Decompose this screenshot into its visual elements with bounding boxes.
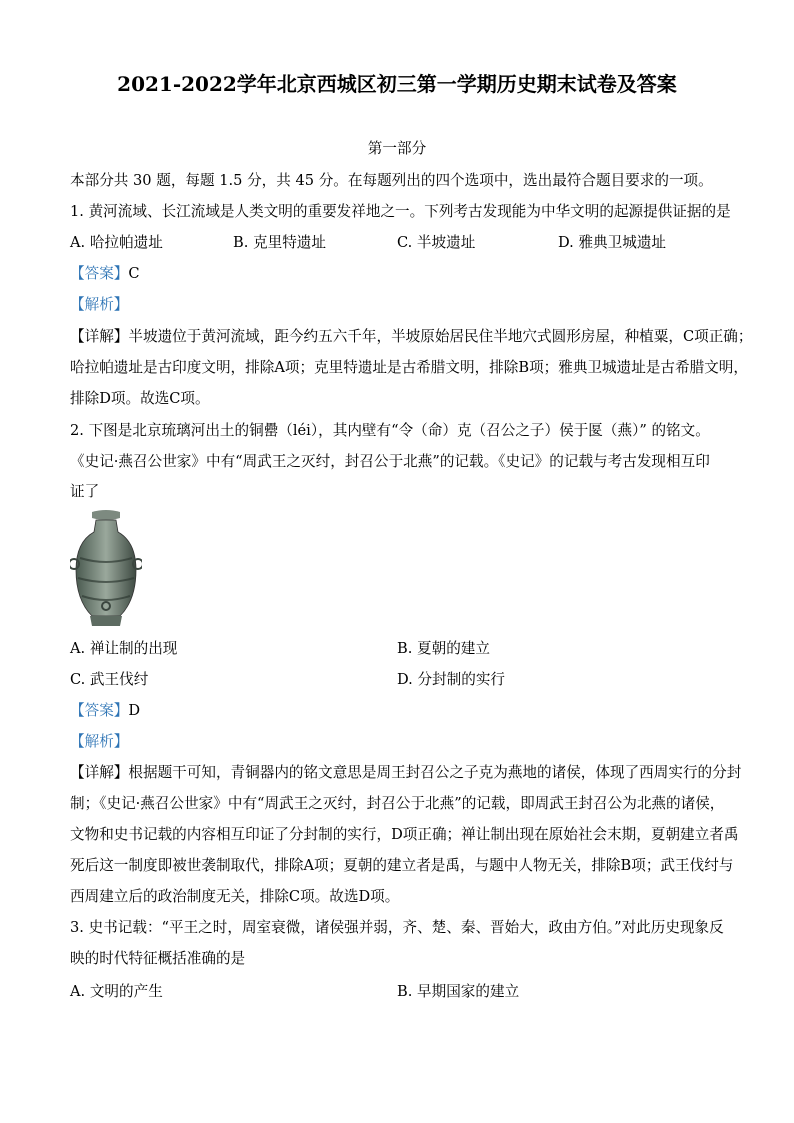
detail-text: 根据题干可知，青铜器内的铭文意思是周王封召公之子克为燕地的诸侯，体现了西周实行的分封 [128, 764, 742, 781]
q2-analysis-tag: 【解析】 [70, 733, 129, 750]
instructions: 本部分共 30 题，每题 1.5 分，共 45 分。在每题列出的四个选项中，选出最符合题目要求的一项。 [70, 172, 713, 189]
q1-analysis-tag: 【解析】 [70, 296, 129, 313]
q2-detail-1 [70, 763, 741, 783]
q2-stem-1: 2. 下图是北京琉璃河出土的铜罍（léi），其内壁有“令（命）克（召公之子）侯于匽（燕）” 的铭文。 [70, 422, 710, 439]
q1-option-c: C. 半坡遗址 [397, 234, 476, 251]
answer-tag: 【答案】 [70, 702, 129, 719]
q1-option-b: B. 克里特遗址 [233, 234, 326, 251]
q1-detail-1 [70, 327, 753, 347]
q2-option-c: C. 武王伐纣 [70, 671, 149, 688]
q2-detail-3: 文物和史书记载的内容相互印证了分封制的实行，D项正确；禅让制出现在原始社会末期，夏朝建立者禹 [70, 826, 739, 843]
q2-detail-5: 西周建立后的政治制度无关，排除C项。故选D项。 [70, 888, 400, 905]
q2-stem-2: 《史记·燕召公世家》中有“周武王之灭纣，封召公于北燕”的记载。《史记》的记载与考古发现相互印 [70, 453, 710, 470]
answer-value: D [128, 702, 141, 719]
bronze-lei-vessel-image [70, 508, 142, 630]
q1-stem: 1. 黄河流域、长江流域是人类文明的重要发祥地之一。下列考古发现能为中华文明的起源提供证据的是 [70, 203, 731, 220]
answer-tag: 【答案】 [70, 265, 129, 282]
q3-option-b: B. 早期国家的建立 [397, 983, 520, 1000]
q1-option-a: A. 哈拉帕遗址 [70, 234, 163, 251]
q3-stem-2: 映的时代特征概括准确的是 [70, 950, 246, 967]
answer-value: C [128, 265, 140, 282]
q1-detail-2: 哈拉帕遗址是古印度文明，排除A项；克里特遗址是古希腊文明，排除B项；雅典卫城遗址是古希腊文明， [70, 359, 748, 376]
q3-stem-1: 3. 史书记载：“平王之时，周室衰微，诸侯强并弱，齐、楚、秦、晋始大，政由方伯。”对此历史现象反 [70, 919, 724, 936]
q2-option-d: D. 分封制的实行 [397, 671, 506, 688]
q3-option-a: A. 文明的产生 [70, 983, 163, 1000]
q2-stem-3: 证了 [70, 483, 100, 500]
q2-option-a: A. 禅让制的出现 [70, 640, 178, 657]
q2-detail-2: 制；《史记·燕召公世家》中有“周武王之灭纣，封召公于北燕”的记载，即周武王封召公为北燕的诸侯， [70, 795, 725, 812]
detail-text: 半坡遗位于黄河流域，距今约五六千年，半坡原始居民住半地穴式圆形房屋，种植粟，C项正确； [128, 328, 753, 345]
q1-option-d: D. 雅典卫城遗址 [558, 234, 667, 251]
detail-tag: 【详解】 [70, 764, 129, 781]
q2-answer [70, 701, 140, 721]
q2-option-b: B. 夏朝的建立 [397, 640, 490, 657]
q2-detail-4: 死后这一制度即被世袭制取代，排除A项；夏朝的建立者是禹，与题中人物无关，排除B项；武王伐纣与 [70, 857, 734, 874]
detail-tag: 【详解】 [70, 328, 129, 345]
section-heading: 第一部分 [367, 140, 427, 157]
q1-answer [70, 264, 140, 284]
document-title: 2021-2022学年北京西城区初三第一学期历史期末试卷及答案 [117, 72, 677, 96]
q1-detail-3: 排除D项。故选C项。 [70, 390, 210, 407]
